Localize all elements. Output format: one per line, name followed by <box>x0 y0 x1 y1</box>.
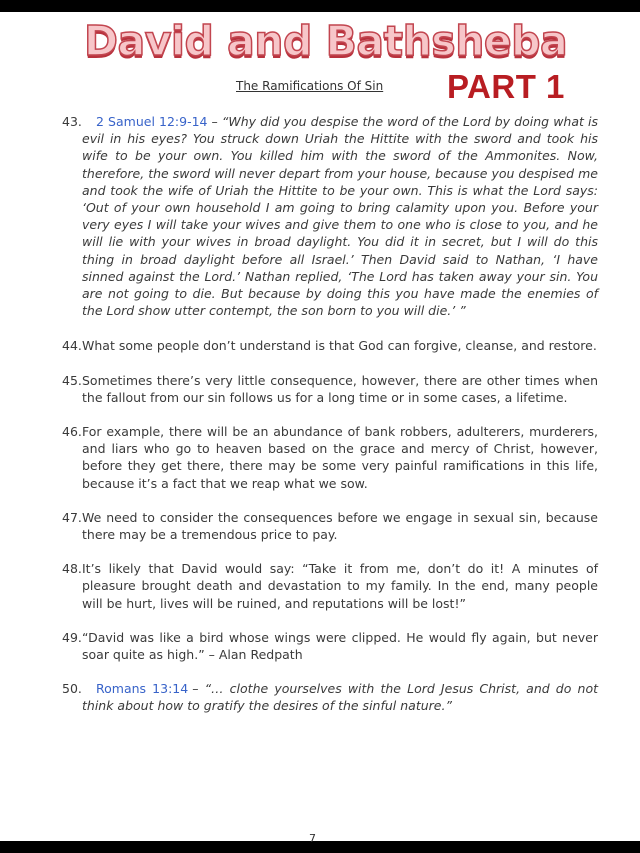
item-number: 48. <box>62 561 82 577</box>
item-text: It’s likely that David would say: “Take it from me, don’t do it! A minutes of pleasure brought death and devastation to my family. In the end, many people will be hurt, lives will be ruined, and reputations will be lost!” <box>82 561 598 611</box>
list-item-44 <box>62 337 598 354</box>
list-item-49 <box>62 629 598 663</box>
item-number: 49. <box>62 629 82 645</box>
item-text: What some people don’t understand is that God can forgive, cleanse, and restore. <box>82 338 597 354</box>
list-item-47 <box>62 509 598 543</box>
scripture-reference-link[interactable]: 2 Samuel 12:9-14 <box>96 114 208 129</box>
item-text: We need to consider the consequences before we engage in sexual sin, because there may be a tremendous price to pay. <box>82 509 598 543</box>
list-item-45 <box>62 372 598 406</box>
item-text: – “… clothe yourselves with the Lord Jesus Christ, and do not think about how to gratify the desires of the sinful nature.” <box>82 681 598 714</box>
item-number: 45. <box>62 372 82 388</box>
top-border <box>0 0 640 12</box>
list-item-46 <box>62 423 598 492</box>
page-number: 7 <box>309 832 316 845</box>
page-subtitle: The Ramifications Of Sin <box>236 79 384 93</box>
part-label: PART 1 <box>447 68 565 105</box>
item-number: 43. <box>62 114 82 129</box>
item-number: 47. <box>62 509 82 525</box>
list-item-50 <box>62 680 598 714</box>
item-number: 44. <box>62 338 82 354</box>
scripture-reference-link[interactable]: Romans 13:14 <box>96 681 189 697</box>
list-item-43 <box>62 113 598 319</box>
item-text: Sometimes there’s very little consequence, however, there are other times when the fallout from our sin follows us for a long time or in some cases, a lifetime. <box>82 372 598 405</box>
item-text: For example, there will be an abundance of bank robbers, adulterers, murderers, and liars who go to heaven based on the grace and mercy of Christ, however, before they get there, there may be some very painful ramifications in this life, because it’s a fact that we reap what we sow. <box>82 424 598 491</box>
item-number: 50. <box>62 681 82 697</box>
item-number: 46. <box>62 424 82 440</box>
item-text: – “Why did you despise the word of the Lord by doing what is evil in his eyes? You struck down Uriah the Hittite with the sword and took his wife to be your own. You killed him with the sword of the Ammonites. Now, therefore, the sword will never depart from your house, because you despised me and took the wife of Uriah the Hittite to be your own. This is what the Lord says: ‘Out of your own household I am going to bring calamity upon you. Before your very eyes I will take your wives and give them to one who is close to you, and he will lie with your wives in broad daylight. You did it in secret, but I will do this thing in broad daylight before all Israel.’ Then David said to Nathan, ‘I have sinned against the Lord.’ Nathan replied, ‘The Lord has taken away your sin. You are not going to die. But because by doing this you have made the enemies of the Lord show utter contempt, the son born to you will die.’ ” <box>82 114 598 319</box>
item-text: “David was like a bird whose wings were clipped. He would fly again, but never soar quite as high.” – Alan Redpath <box>82 629 598 663</box>
list-item-48 <box>62 560 598 612</box>
numbered-list <box>62 113 598 732</box>
bottom-border <box>0 841 640 853</box>
page-title: David and Bathsheba <box>84 17 568 65</box>
